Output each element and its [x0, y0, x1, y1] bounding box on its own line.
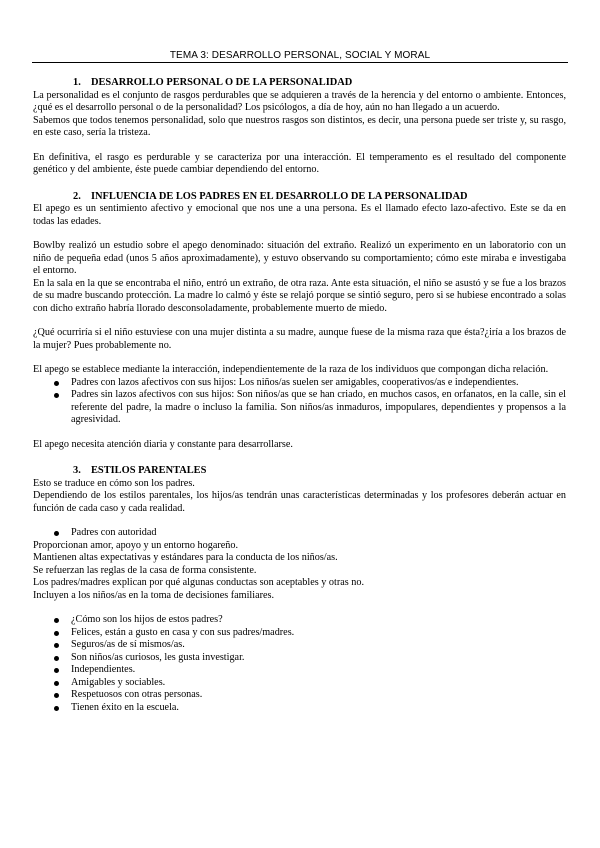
section-3-paragraph-1: Esto se traduce en cómo son los padres.	[33, 477, 195, 489]
section-3-line-2: Mantienen altas expectativas y estándares para la conducta de los niños/as.	[33, 552, 338, 563]
list-item: Padres con autoridad	[71, 527, 566, 540]
list-item: Amigables y sociables.	[71, 677, 566, 690]
document-body	[33, 77, 566, 714]
section-1-heading	[33, 77, 566, 90]
section-3-bullet-list	[33, 614, 566, 714]
section-2-paragraph-5: El apego se establece mediante la interacción, independientemente de la raza de los individuos que compongan dicha relación.	[33, 364, 549, 375]
page-header: TEMA 3: DESARROLLO PERSONAL, SOCIAL Y MORAL	[169, 50, 431, 61]
section-3-line-4: Los padres/madres explican por qué algunas conductas son aceptables y otras no.	[33, 577, 364, 588]
section-1-paragraph-3: En definitiva, el rasgo es perdurable y se caracteriza por una interacción. El temperamento es el resultado del componente genético y del ambiente, éste puede cambiar dependiendo del entorno.	[33, 151, 566, 175]
section-2-paragraph-4: ¿Qué ocurriría si el niño estuviese con una mujer distinta a su madre, aunque fuese de la misma raza que ésta?¿iría a los brazos de la mujer? Pues probablemente no.	[33, 327, 566, 351]
list-item: Respetuosos con otras personas.	[71, 689, 566, 702]
section-3-paragraph-2: Dependiendo de los estilos parentales, los hijos/as tendrán unas características determinadas y los profesores deberán actuar en función de cada caso y cada realidad.	[33, 490, 566, 514]
list-item: Padres sin lazos afectivos con sus hijos: Son niños/as que se han criado, en muchos casos, en orfanatos, en la calle, sin el referente del padre, la madre o incluso la familia. Son niños/as inmaduros, impopulares, dependientes y propensos a la agresividad.	[71, 389, 566, 425]
section-1-paragraph-1: La personalidad es el conjunto de rasgos perdurables que se adquieren a través de la herencia y del entorno o ambiente. Entonces, ¿qué es el desarrollo personal o de la personalidad? Los psicólogos, a día de hoy, aún no han llegado a un acuerdo.	[33, 89, 566, 113]
section-3-line-3: Se refuerzan las reglas de la casa de forma consistente.	[33, 564, 257, 576]
section-1-title: DESARROLLO PERSONAL O DE LA PERSONALIDAD	[91, 77, 353, 88]
section-2-number: 2.	[73, 190, 81, 202]
section-2-paragraph-3: En la sala en la que se encontraba el niño, entró un extraño, de otra raza. Ante esta situación, el niño se asustó y se fue a los brazos de su madre buscando protección. La madre lo calmó y éste se relajó porque se sintió seguro, pero si se hubiese encontrado a solas con dicho extraño habría llorado desconsoladamente, probablemente muerto de miedo.	[33, 277, 566, 314]
section-3-title: ESTILOS PARENTALES	[91, 465, 207, 476]
list-item: Seguros/as de sí mismos/as.	[71, 639, 566, 652]
section-3-line-1: Proporcionan amor, apoyo y un entorno hogareño.	[33, 539, 238, 551]
section-2-paragraph-1: El apego es un sentimiento afectivo y emocional que nos une a una persona. Es el llamado efecto lazo-afectivo. Este se da en todas las edades.	[33, 203, 566, 227]
section-1-number: 1.	[73, 77, 81, 88]
section-2-paragraph-6: El apego necesita atención diaria y constante para desarrollarse.	[33, 438, 293, 450]
list-item: ¿Cómo son los hijos de estos padres?	[71, 614, 566, 627]
list-item: Son niños/as curiosos, les gusta investigar.	[71, 652, 566, 665]
section-3-line-5: Incluyen a los niños/as en la toma de decisiones familiares.	[33, 589, 275, 601]
section-2-paragraph-2: Bowlby realizó un estudio sobre el apego denominado: situación del extraño. Realizó un experimento en un laboratorio con un niño de pequeña edad (unos 5 años aproximadamente), y estuvo observando su comportamiento; cómo este miraba e investigaba el entorno.	[33, 240, 566, 276]
section-2-bullet-list	[33, 377, 566, 427]
section-1-paragraph-2: Sabemos que todos tenemos personalidad, solo que nuestros rasgos son distintos, es decir, una persona puede ser triste y, su rasgo, en este caso, sería la tristeza.	[33, 114, 566, 138]
list-item: Tienen éxito en la escuela.	[71, 702, 566, 715]
list-item: Independientes.	[71, 664, 566, 677]
section-3-heading	[33, 465, 566, 478]
list-item: Padres con lazos afectivos con sus hijos: Los niños/as suelen ser amigables, cooperativos/as e independientes.	[71, 377, 566, 390]
header-rule	[32, 62, 568, 63]
section-2-title: INFLUENCIA DE LOS PADRES EN EL DESARROLLO DE LA PERSONALIDAD	[91, 190, 468, 202]
list-item: Felices, están a gusto en casa y con sus padres/madres.	[71, 627, 566, 640]
section-2-heading	[33, 191, 566, 204]
section-3-number: 3.	[73, 465, 81, 476]
section-3-heading-bullet	[33, 527, 566, 540]
